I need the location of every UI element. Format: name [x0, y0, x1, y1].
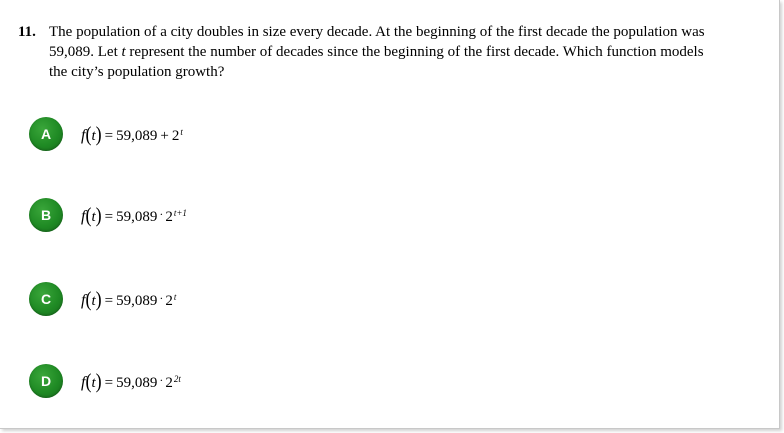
choice-d-base: 2 [165, 374, 173, 391]
choice-c[interactable] [29, 282, 176, 316]
choice-d-badge[interactable]: D [29, 364, 63, 398]
question-text-part1: The population of a city doubles in size every decade. At the beginning of the first decade the population was 59,089. Let [49, 24, 705, 60]
choice-a-base: 2 [171, 127, 180, 144]
choice-b-formula: f ( t ) = 59,089 · 2 $^{t+1}$ [81, 202, 187, 226]
question-number: 11. [18, 24, 36, 40]
choice-b-arg: t [91, 208, 96, 225]
question-text [49, 22, 709, 82]
choice-a-operator: + [160, 127, 169, 144]
choice-a-arg: t [91, 127, 96, 144]
choice-b-number: 59,089 [116, 208, 158, 225]
choice-a-func: f [81, 126, 86, 144]
choice-a[interactable] [29, 117, 183, 151]
choice-b-badge[interactable]: B [29, 198, 63, 232]
choice-c-number: 59,089 [116, 292, 158, 309]
choice-d-arg: t [91, 374, 96, 391]
choice-c-arg: t [91, 292, 96, 309]
choice-a-number: 59,089 [116, 127, 158, 144]
choice-c-formula: f ( t ) = 59,089 · 2 $^t$ [81, 286, 177, 310]
choice-a-badge[interactable]: A [29, 117, 63, 151]
choice-c-badge[interactable]: C [29, 282, 63, 316]
question-variable: t [121, 44, 126, 60]
choice-d[interactable] [29, 364, 181, 398]
choice-b-base: 2 [165, 208, 173, 225]
choice-c-operator: · [159, 290, 164, 305]
question-text-part2: represent the number of decades since the beginning of the first decade. Which function models the city’s population growth? [49, 44, 704, 80]
choice-d-operator: · [159, 372, 164, 387]
choice-c-base: 2 [165, 292, 173, 309]
choice-d-func: f [81, 373, 86, 391]
choice-a-formula: f ( t ) = 59,089 + 2 $^t$ [81, 121, 183, 145]
choice-d-exponent: 2t [173, 373, 181, 384]
choice-c-exponent: t [173, 291, 177, 302]
choice-b[interactable] [29, 198, 187, 232]
choice-d-formula: f ( t ) = 59,089 · 2 $^{2t}$ [81, 368, 181, 392]
choice-c-func: f [81, 291, 86, 309]
choice-b-operator: · [159, 206, 164, 221]
choice-d-number: 59,089 [116, 374, 158, 391]
choice-b-exponent: t+1 [173, 207, 187, 218]
choice-b-func: f [81, 207, 86, 225]
choice-a-exponent: t [180, 126, 183, 137]
